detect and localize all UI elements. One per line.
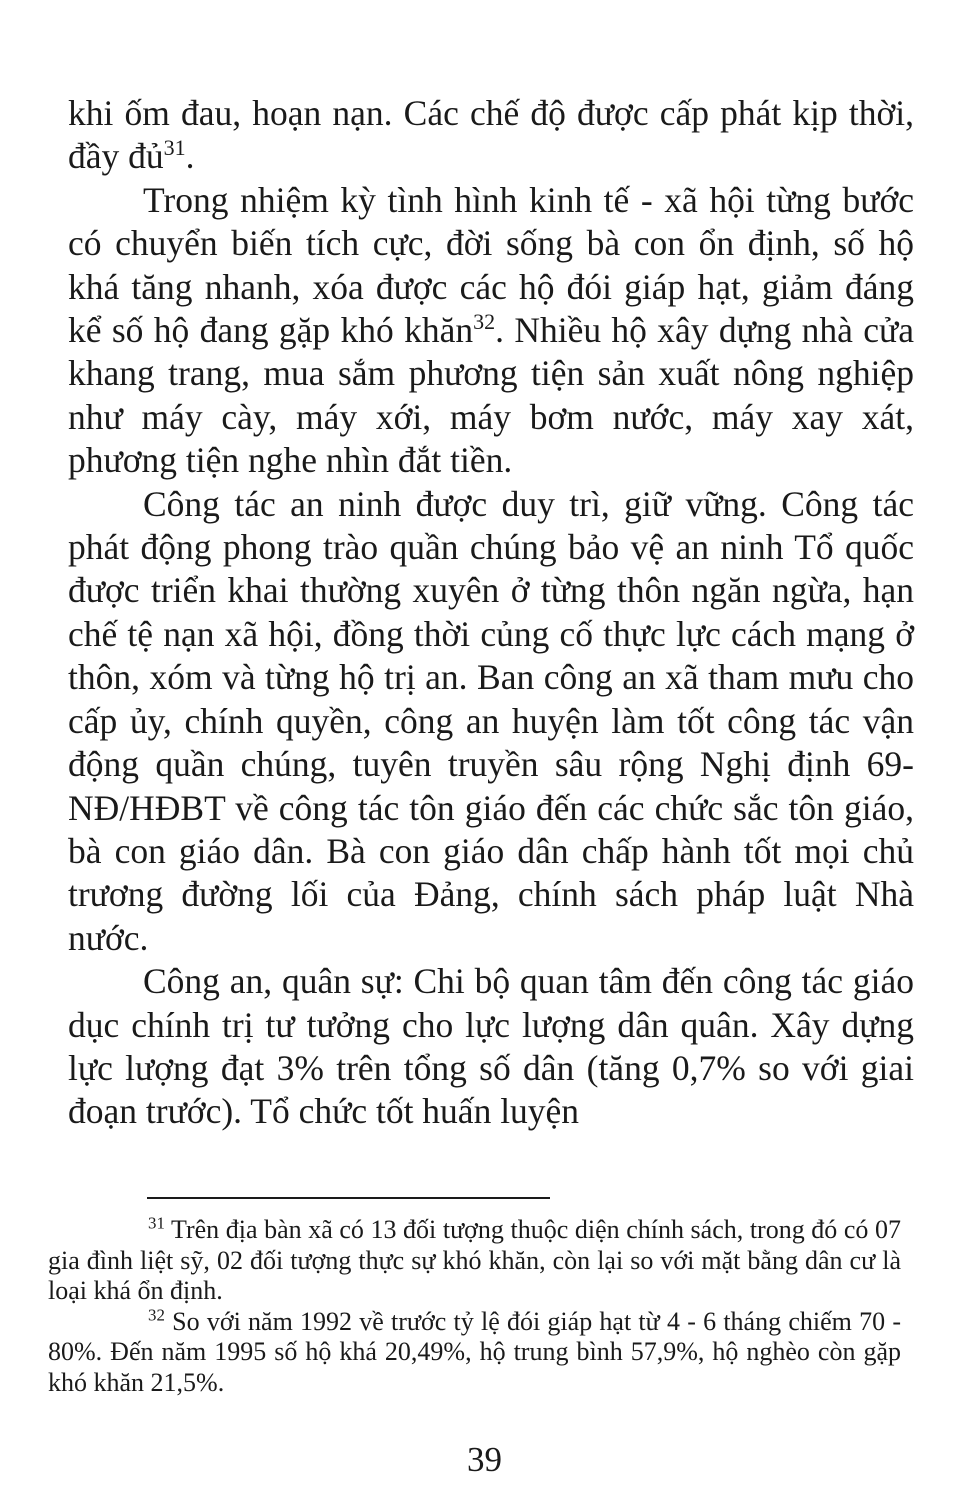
page-number: 39 (467, 1440, 502, 1479)
paragraph-2 (68, 179, 914, 483)
footnote-ref-31: 31 (163, 135, 186, 161)
paragraph-3 (68, 483, 914, 960)
paragraph-1-end: . (185, 136, 195, 177)
footnote-ref-32: 32 (473, 309, 496, 335)
paragraph-1 (68, 92, 914, 179)
footnote-text: Trên địa bàn xã có 13 đối tượng thuộc diện chính sách, trong đó có 07 gia đình liệt sỹ, 02 đối tượng thực sự khó khăn, còn lại so với mặt bằng dân cư là loại khá ổn định. (48, 1215, 901, 1305)
paragraph-1-text: khi ốm đau, hoạn nạn. Các chế độ được cấp phát kịp thời, đầy đủ (68, 93, 914, 177)
paragraph-4-text: Công an, quân sự: Chi bộ quan tâm đến công tác giáo dục chính trị tư tưởng cho lực lượng dân quân. Xây dựng lực lượng đạt 3% trên tổng số dân (tăng 0,7% so với giai đoạn trước). Tổ chức tốt huấn luyện (68, 961, 914, 1132)
footnote-number: 32 (148, 1304, 165, 1324)
main-text (68, 92, 914, 1134)
footnote-separator (147, 1197, 550, 1199)
paragraph-4 (68, 960, 914, 1134)
footnote-31 (48, 1215, 901, 1307)
footnote-text: So với năm 1992 về trước tỷ lệ đói giáp hạt từ 4 - 6 tháng chiếm 70 - 80%. Đến năm 1995 số hộ khá 20,49%, hộ trung bình 57,9%, hộ nghèo còn gặp khó khăn 21,5%. (48, 1306, 901, 1397)
footnote-32 (48, 1304, 901, 1399)
paragraph-3-text: Công tác an ninh được duy trì, giữ vững. Công tác phát động phong trào quần chúng bảo vệ an ninh Tổ quốc được triển khai thường xuyên ở từng thôn ngăn ngừa, hạn chế tệ nạn xã hội, đồng thời củng cố thực lực cách mạng ở thôn, xóm và từng hộ trị an. Ban công an xã tham mưu cho cấp ủy, chính quyền, công an huyện làm tốt công tác vận động quần chúng, tuyên truyền sâu rộng Nghị định 69-NĐ/HĐBT về công tác tôn giáo đến các chức sắc tôn giáo, bà con giáo dân. Bà con giáo dân chấp hành tốt mọi chủ trương đường lối của Đảng, chính sách pháp luật Nhà nước. (68, 483, 914, 958)
footnotes (48, 1215, 901, 1398)
footnote-number: 31 (148, 1213, 165, 1233)
paragraph-2-text: Trong nhiệm kỳ tình hình kinh tế - xã hội từng bước có chuyển biến tích cực, đời sống bà con ổn định, số hộ khá tăng nhanh, xóa được các hộ đói giáp hạt, giảm đáng kể số hộ đang gặp khó khăn (68, 179, 914, 351)
paragraph-2-continued: . Nhiều hộ xây dựng nhà cửa khang trang, mua sắm phương tiện sản xuất nông nghiệp như máy cày, máy xới, máy bơm nước, máy xay xát, phương tiện nghe nhìn đắt tiền. (68, 310, 915, 481)
